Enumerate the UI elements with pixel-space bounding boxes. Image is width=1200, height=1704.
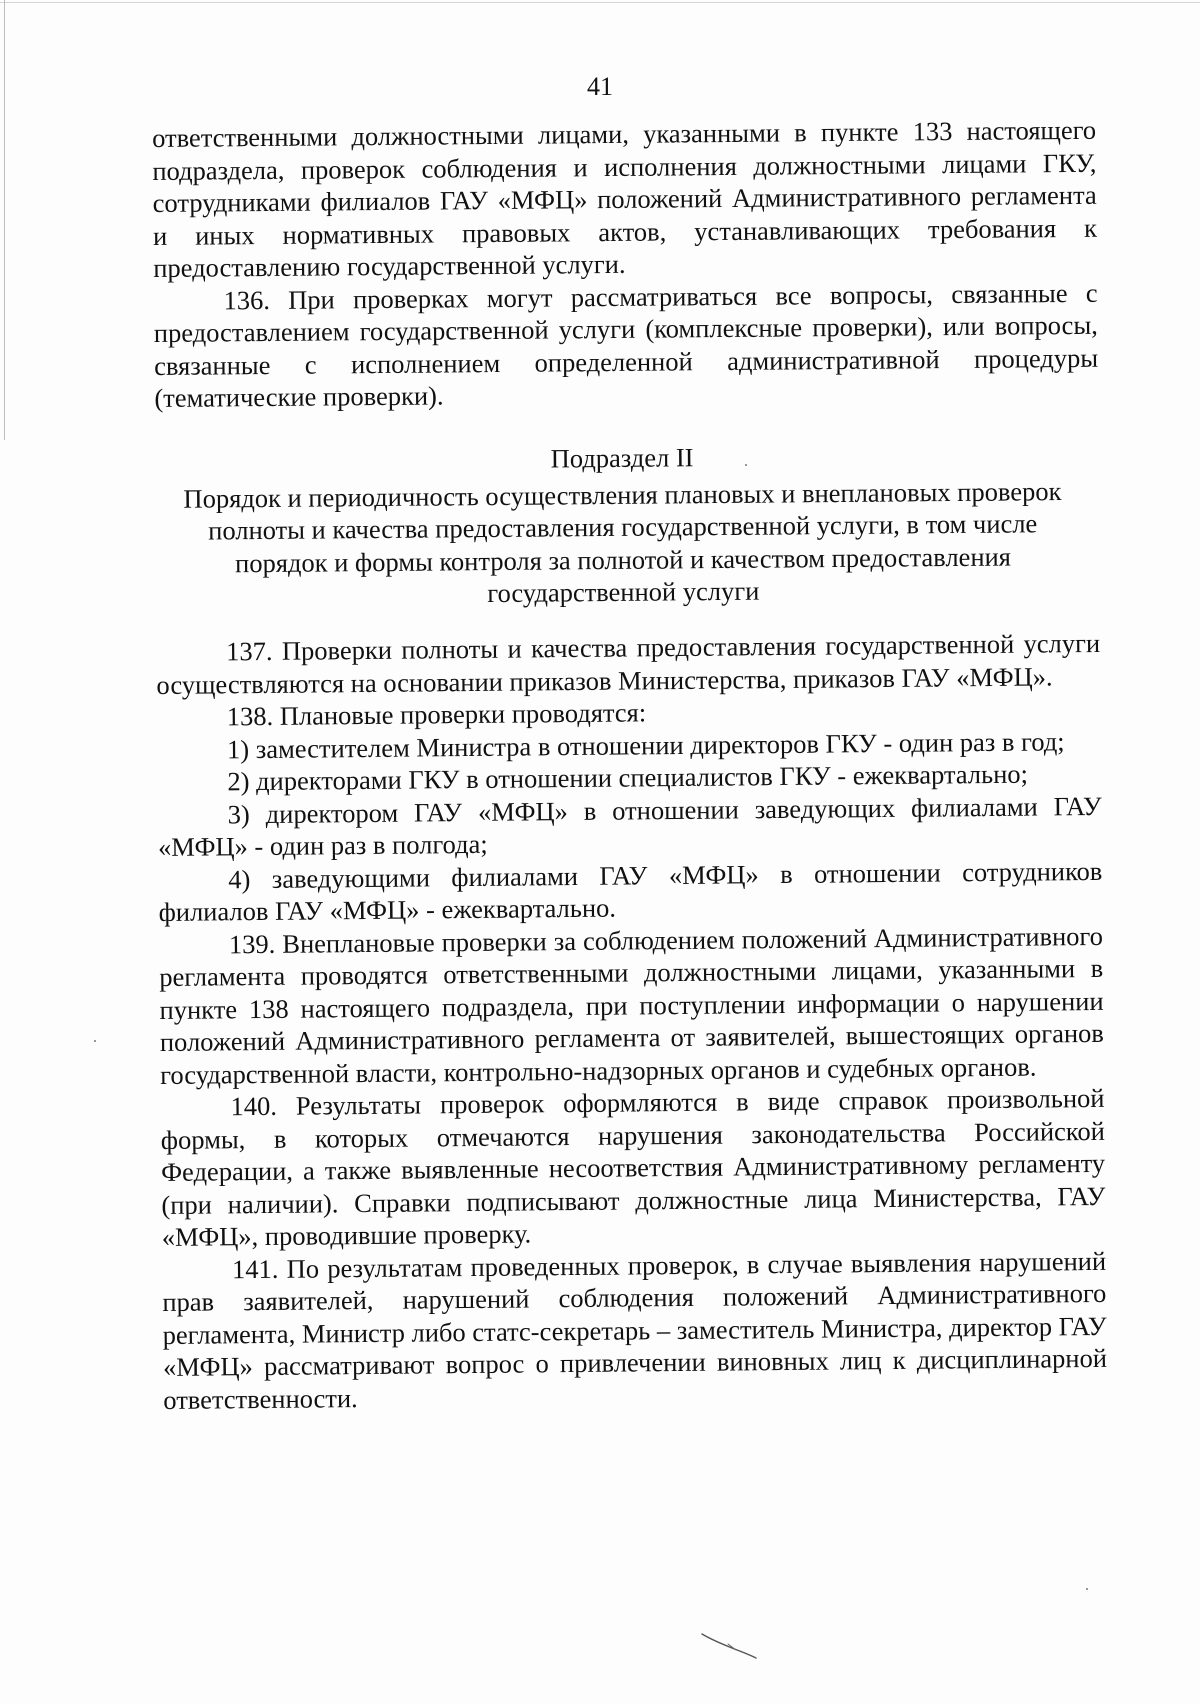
paragraph-138: 138. Плановые проверки проводятся: <box>226 697 647 732</box>
paragraph-139: 139. Внеплановые проверки за соблюдением положений Административного регламента проводятся ответственными должностными лицами, указанными в пункте 138 настоящего подраздела, при поступлении информации о нарушении положений Административного регламента от заявителей, вышестоящих органов государственной власти, контрольно-надзорных органов и судебных органов. <box>159 920 1104 1090</box>
scan-edge-top <box>0 2 1200 3</box>
paragraph-141: 141. По результатам проведенных проверок, в случае выявления нарушений прав заявителей, нарушений соблюдения положений Административного регламента, Министр либо статс-секретарь – заместитель Министра, директор ГАУ «МФЦ» рассматривают вопрос о привлечении виновных лиц к дисциплинарной ответственности. <box>162 1245 1108 1415</box>
paragraph-continuation: ответственными должностными лицами, указанными в пункте 133 настоящего подраздела, проверок соблюдения и исполнения должностными лицами ГКУ, сотрудниками филиалов ГАУ «МФЦ» положений Административного регламента и иных нормативных правовых актов, устанавливающих требования к предоставлению государственной услуги. <box>152 114 1098 283</box>
main-text-block <box>156 627 1107 1416</box>
list-item-1: 1) заместителем Министра в отношении директоров ГКУ - один раз в год; <box>226 725 1065 764</box>
subsection-heading <box>150 438 1095 613</box>
page-number: 41 <box>587 72 613 101</box>
list-item-4: 4) заведующими филиалами ГАУ «МФЦ» в отношении сотрудников филиалов ГАУ «МФЦ» - ежеквартально. <box>158 855 1103 927</box>
paragraph-136: 136. При проверках могут рассматриваться все вопросы, связанные с предоставлением государственной услуги (комплексные проверки), или вопросы, связанные с исполнением определенной административной процедуры (тематические проверки). <box>153 277 1099 413</box>
scan-speck <box>94 1040 96 1042</box>
scan-speck <box>745 464 747 466</box>
list-item-2: 2) директорами ГКУ в отношении специалистов ГКУ - ежеквартально; <box>227 758 1029 797</box>
scan-edge-left <box>4 0 5 440</box>
subsection-label: Подраздел II <box>550 442 694 474</box>
scan-speck <box>1086 1588 1088 1590</box>
intro-text-block <box>152 114 1099 415</box>
subsection-title: Порядок и периодичность осуществления плановых и внеплановых проверок полноты и качества предоставления государственной услуги, в том числе порядок и формы контроля за полнотой и качеством предоставления государственной услуги <box>183 475 1062 609</box>
paragraph-140: 140. Результаты проверок оформляются в виде справок произвольной формы, в которых отмечаются нарушения законодательства Российской Федерации, а также выявленные несоответствия Административному регламенту (при наличии). Справки подписывают должностные лица Министерства, ГАУ «МФЦ», проводившие проверку. <box>160 1082 1106 1252</box>
pen-stroke-mark <box>700 1630 760 1660</box>
list-item-3: 3) директором ГАУ «МФЦ» в отношении заведующих филиалами ГАУ «МФЦ» - один раз в полгода; <box>157 790 1102 862</box>
paragraph-137: 137. Проверки полноты и качества предоставления государственной услуги осуществляются на основании приказов Министерства, приказов ГАУ «МФЦ». <box>156 627 1101 700</box>
